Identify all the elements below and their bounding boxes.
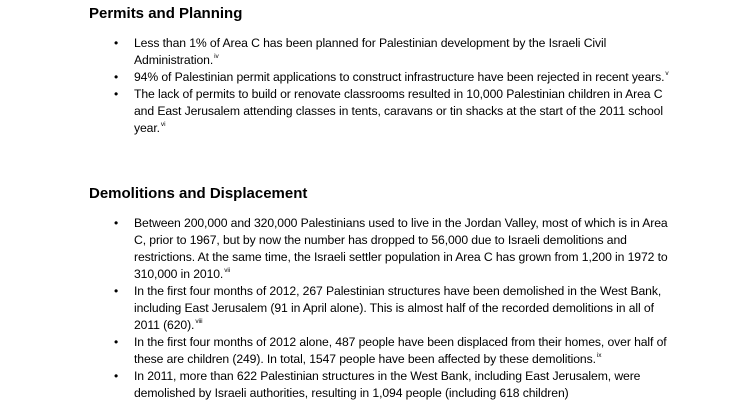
bullet-list-permits-planning — [134, 35, 669, 137]
section-heading-permits-planning: Permits and Planning — [89, 5, 243, 22]
list-item — [134, 368, 669, 402]
list-item — [134, 215, 669, 283]
endnote-marker: v — [665, 70, 669, 77]
endnote-marker: vii — [224, 267, 231, 274]
list-item-text: In the first four months of 2012 alone, 487 people have been displaced from their homes, over half of these are children (249). In total, 1547 people have been affected by these demolitions. — [134, 335, 667, 366]
list-item-text: In the first four months of 2012, 267 Palestinian structures have been demolished in the West Bank, including East Jerusalem (91 in April alone). This is almost half of the recorded demolitions in all of 2011 (620). — [134, 284, 662, 332]
list-item — [134, 86, 669, 137]
endnote-marker: viii — [195, 318, 203, 325]
list-item-text: Between 200,000 and 320,000 Palestinians used to live in the Jordan Valley, most of which is in Area C, prior to 1967, but by now the number has dropped to 56,000 due to Israeli demolitions and restrictions. At the same time, the Israeli settler population in Area C has grown from 1,200 in 1972 to 310,000 in 2010. — [134, 216, 668, 281]
endnote-marker: ix — [596, 352, 602, 359]
list-item-text: Less than 1% of Area C has been planned for Palestinian development by the Israeli Civil Administration. — [134, 36, 607, 67]
section-heading-demolitions-displacement: Demolitions and Displacement — [89, 185, 308, 202]
list-item-text: 94% of Palestinian permit applications to construct infrastructure have been rejected in recent years. — [134, 70, 665, 84]
list-item-text: In 2011, more than 622 Palestinian structures in the West Bank, including East Jerusalem, were demolished by Israeli authorities, resulting in 1,094 people (including 618 children) — [134, 369, 641, 400]
endnote-marker: iv — [214, 53, 219, 60]
list-item — [134, 35, 669, 69]
list-item — [134, 283, 669, 334]
list-item — [134, 334, 669, 368]
endnote-marker: vi — [160, 121, 166, 128]
bullet-list-demolitions-displacement — [134, 215, 669, 402]
list-item — [134, 69, 669, 86]
list-item-text: The lack of permits to build or renovate classrooms resulted in 10,000 Palestinian children in Area C and East Jerusalem attending classes in tents, caravans or tin shacks at the start of the 2011 school year. — [134, 87, 663, 135]
